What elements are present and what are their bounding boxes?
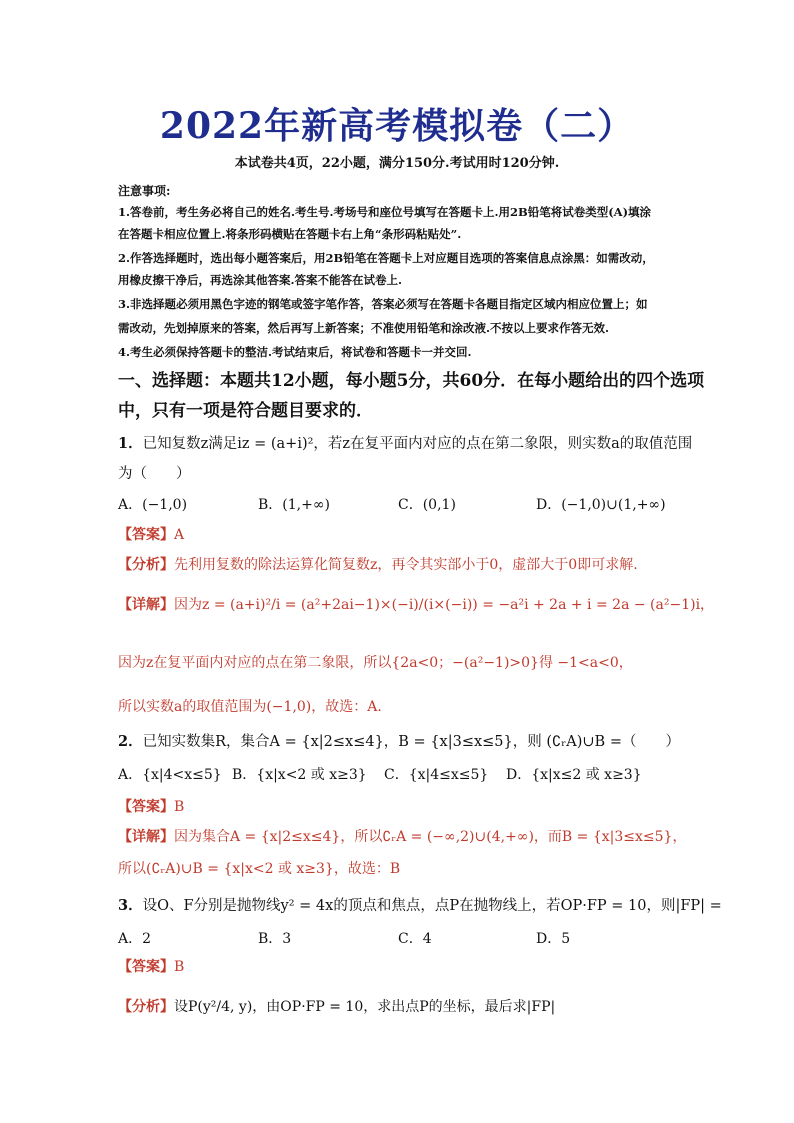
- option-b: B．(1,+∞): [258, 497, 330, 513]
- option-c: C．4: [398, 931, 432, 947]
- option-d: D．(−1,0)∪(1,+∞): [536, 497, 666, 513]
- detail-tag: 【详解】: [118, 829, 174, 845]
- option-a: A．(−1,0): [118, 497, 188, 513]
- question-3-stem: [118, 894, 722, 915]
- answer-row: [118, 524, 184, 544]
- notice-line: 4.考生必须保持答题卡的整洁.考试结束后，将试卷和答题卡一并交回.: [118, 345, 472, 359]
- option-a: A．2: [118, 931, 152, 947]
- notice-line: 在答题卡相应位置上.将条形码横贴在答题卡右上角“条形码粘贴处”.: [118, 227, 462, 241]
- notice-line: 3.非选择题必须用黑色字迹的钢笔或签字笔作答，答案必须写在答题卡各题目指定区域内相应位置上；如: [118, 297, 648, 311]
- analysis-tag: 【分析】: [118, 557, 174, 573]
- detail-row: [118, 594, 714, 614]
- section-heading-cont: 中，只有一项是符合题目要求的．: [118, 401, 373, 421]
- answer-tag: 【答案】: [118, 959, 174, 975]
- detail-tag: 【详解】: [118, 597, 174, 613]
- option-b: B．{x|x<2 或 x≥3}: [232, 767, 367, 783]
- answer-value: A: [174, 527, 185, 543]
- answer-value: B: [174, 799, 185, 815]
- analysis-text: 设P(y²/4, y)，由OP·FP = 10，求出点P的坐标，最后求|FP|: [174, 999, 556, 1015]
- answer-value: B: [174, 959, 185, 975]
- notice-line: 需改动，先划掉原来的答案，然后再写上新答案；不准使用铅笔和涂改液.不按以上要求作答无效.: [118, 321, 610, 335]
- detail-text: 因为集合A = {x|2≤x≤4}，所以∁ᵣA = (−∞,2)∪(4,+∞)，而B = {x|3≤x≤5}，: [174, 829, 687, 845]
- question-number: 2．: [118, 733, 143, 750]
- question-number: 1．: [118, 435, 143, 452]
- notice-line: 用橡皮擦干净后，再选涂其他答案.答案不能答在试卷上.: [118, 273, 403, 287]
- answer-row: [118, 956, 184, 976]
- analysis-row: [118, 554, 638, 574]
- question-number: 3．: [118, 897, 143, 914]
- analysis-text: 先利用复数的除法运算化简复数z，再令其实部小于0，虚部大于0即可求解.: [174, 557, 638, 573]
- detail-row-3: 所以实数a的取值范围为(−1,0)，故选：A.: [118, 699, 382, 715]
- option-a: A．{x|4<x≤5}: [118, 767, 222, 783]
- section-heading: 一、选择题：本题共12小题，每小题5分，共60分．在每小题给出的四个选项: [118, 371, 705, 391]
- analysis-tag: 【分析】: [118, 999, 174, 1015]
- notice-line: 1.答卷前，考生务必将自己的姓名.考生号.考场号和座位号填写在答题卡上.用2B铅笔将试卷类型(A)填涂: [118, 205, 652, 219]
- exam-instructions-summary: 本试卷共4页，22小题，满分150分.考试用时120分钟.: [234, 156, 560, 171]
- analysis-row: [118, 996, 555, 1016]
- question-text: 已知实数集R，集合A = {x|2≤x≤4}，B = {x|3≤x≤5}，则 (∁ᵣA)∪B =（ ）: [142, 734, 680, 750]
- option-b: B．3: [258, 931, 292, 947]
- page-title: 2022年新高考模拟卷（二）: [159, 105, 635, 147]
- notice-heading: 注意事项:: [118, 184, 171, 198]
- answer-row: [118, 796, 184, 816]
- detail-text: 因为z = (a+i)²/i = (a²+2ai−1)×(−i)/(i×(−i)) = −a²i + 2a + i = 2a − (a²−1)i，: [174, 597, 715, 613]
- question-1-stem-cont: 为（ ）: [118, 466, 191, 482]
- detail-row-2: 所以(∁ᵣA)∪B = {x|x<2 或 x≥3}，故选：B: [118, 861, 401, 877]
- option-d: D．5: [536, 931, 571, 947]
- answer-tag: 【答案】: [118, 527, 174, 543]
- question-2-stem: [118, 730, 680, 751]
- notice-line: 2.作答选择题时，选出每小题答案后，用2B铅笔在答题卡上对应题目选项的答案信息点涂黑：如需改动，: [118, 251, 654, 265]
- answer-tag: 【答案】: [118, 799, 174, 815]
- question-text: 设O、F分别是抛物线y² = 4x的顶点和焦点，点P在抛物线上，若OP·FP = 10，则|FP| =: [142, 898, 722, 914]
- option-c: C．{x|4≤x≤5}: [384, 767, 489, 783]
- question-1-stem: [118, 432, 692, 453]
- detail-row-2: 因为z在复平面内对应的点在第二象限，所以{2a<0；−(a²−1)>0}得 −1<a<0，: [118, 655, 633, 671]
- question-text: 已知复数z满足iz = (a+i)²，若z在复平面内对应的点在第二象限，则实数a的取值范围: [142, 436, 693, 452]
- option-d: D．{x|x≤2 或 x≥3}: [506, 767, 642, 783]
- detail-row: [118, 826, 686, 846]
- option-c: C．(0,1): [398, 497, 456, 513]
